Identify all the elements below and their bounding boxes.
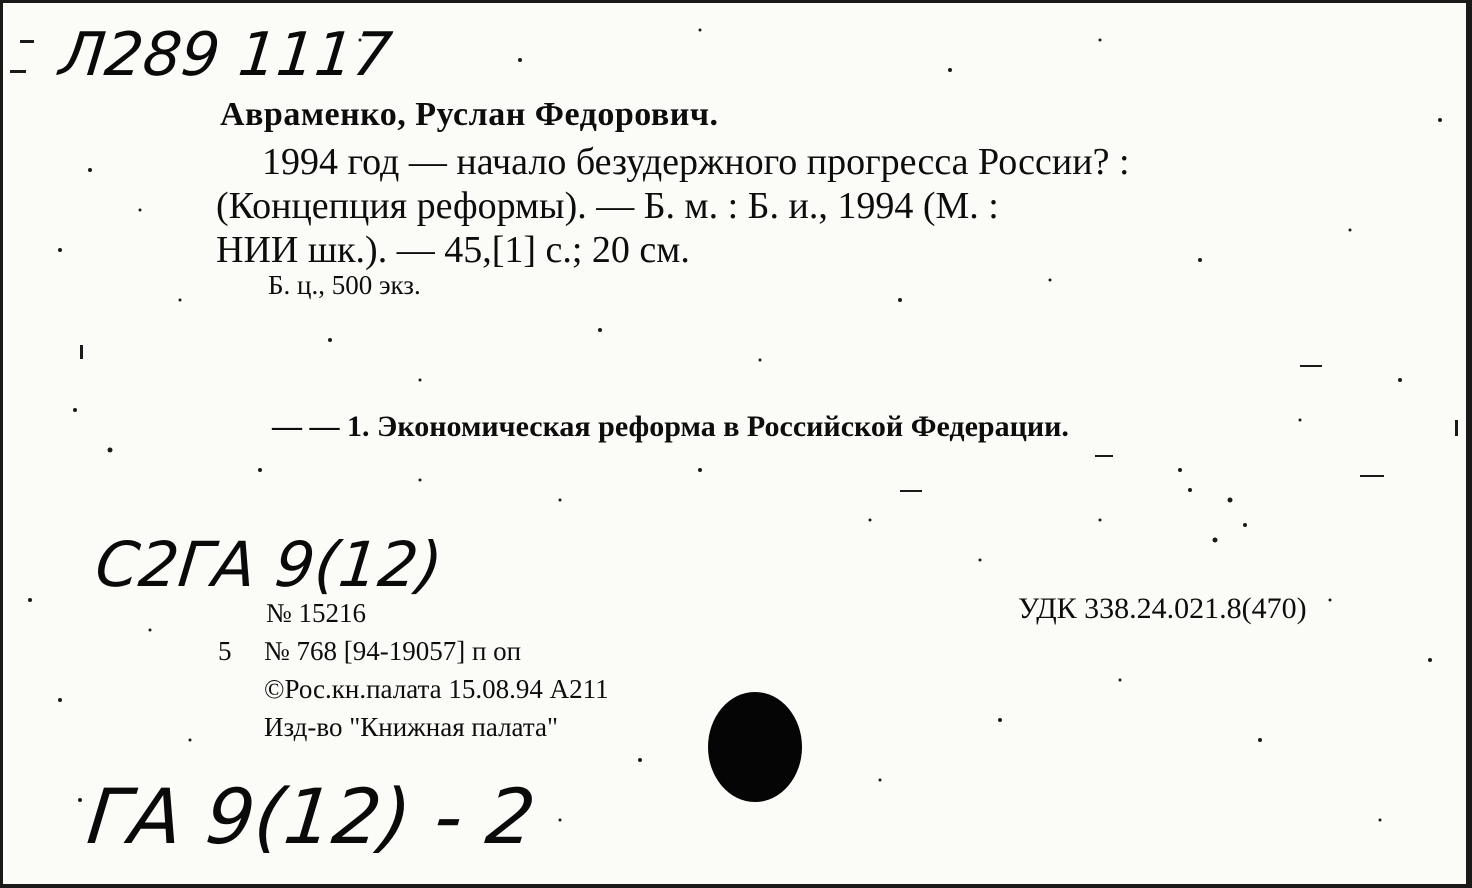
price-note: Б. ц., 500 экз. — [268, 270, 421, 300]
handwritten-bottom-code: ГА 9(12) - 2 — [83, 772, 540, 861]
registry-number-1: № 15216 — [266, 598, 367, 628]
registry-line-2: № 768 [94-19057] п оп — [264, 636, 522, 666]
registry-line-3: ©Рос.кн.палата 15.08.94 А211 — [264, 674, 609, 704]
punch-hole-mark — [708, 692, 802, 802]
registry-line-2-prefix: 5 — [218, 636, 232, 666]
udk-code: УДК 338.24.021.8(470) — [1018, 592, 1307, 625]
title-line-1: 1994 год — начало безудержного прогресса России? : — [262, 141, 1130, 183]
handwritten-middle-code: С2ГА 9(12) — [92, 528, 446, 601]
title-line-2: (Концепция реформы). — Б. м. : Б. и., 1994 (М. : — [216, 185, 999, 227]
handwritten-top-code: Л289 1117 — [56, 20, 396, 90]
registry-line-4: Изд-во "Книжная палата" — [264, 712, 558, 742]
author-heading: Авраменко, Руслан Федорович. — [220, 96, 719, 133]
subject-heading: — — 1. Экономическая реформа в Российской Федерации. — [272, 410, 1069, 443]
title-line-3: НИИ шк.). — 45,[1] с.; 20 см. — [216, 229, 690, 271]
